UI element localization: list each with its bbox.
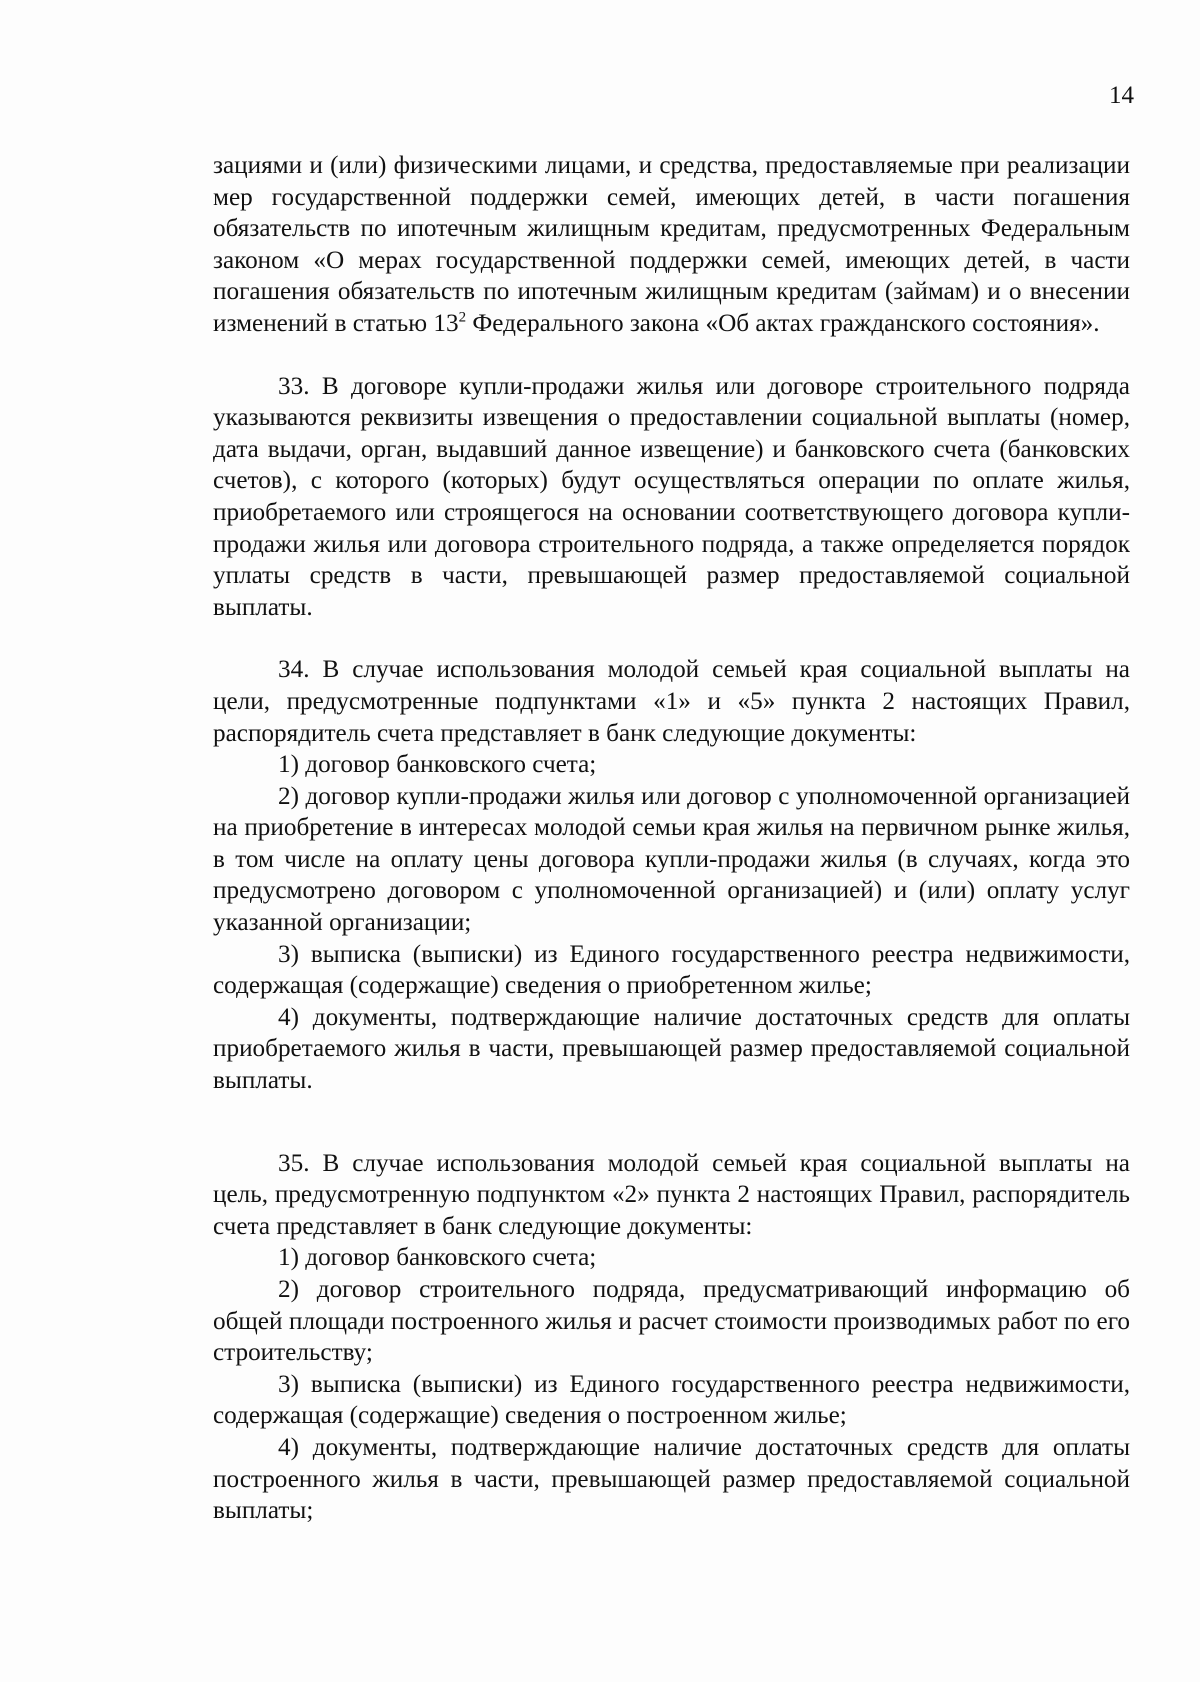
paragraph-33: 33. В договоре купли-продажи жилья или договоре строительного подряда указываются реквизиты извещения о предоставлении социальной выплаты (номер, дата выдачи, орган, выдавший данное извещение) и банковского счета (банковских счетов), с которого (которых) будут осуществляться операции по оплате жилья, приобретаемого или строящегося на основании соответствующего договора купли-продажи жилья или договора строительного подряда, а также определяется порядок уплаты средств в части, превышающей размер предоставляемой социальной выплаты. [213, 372, 1130, 621]
paragraph-35-item-4: 4) документы, подтверждающие наличие достаточных средств для оплаты построенного жилья в части, превышающей размер предоставляемой социальной выплаты; [213, 1433, 1130, 1525]
paragraph-35-item-1: 1) договор банковского счета; [278, 1244, 597, 1272]
paragraph-34: 34. В случае использования молодой семьей края социальной выплаты на цели, предусмотренные подпунктами «1» и «5» пункта 2 настоящих Правил, распорядитель счета представляет в банк следующие документы: [213, 656, 1130, 747]
paragraph-34-item-3: 3) выписка (выписки) из Единого государственного реестра недвижимости, содержащая (содержащие) сведения о приобретенном жилье; [213, 940, 1130, 1000]
page-number: 14 [1109, 82, 1134, 109]
paragraph-34-item-4: 4) документы, подтверждающие наличие достаточных средств для оплаты приобретаемого жилья в части, превышающей размер предоставляемой социальной выплаты. [213, 1003, 1130, 1095]
superscript: 2 [458, 309, 467, 326]
paragraph-35-item-2: 2) договор строительного подряда, предусматривающий информацию об общей площади построенного жилья и расчет стоимости производимых работ по его строительству; [213, 1276, 1130, 1367]
document-body [213, 150, 1130, 1527]
paragraph-35-item-3: 3) выписка (выписки) из Единого государственного реестра недвижимости, содержащая (содержащие) сведения о построенном жилье; [213, 1370, 1130, 1430]
paragraph-35: 35. В случае использования молодой семьей края социальной выплаты на цель, предусмотренную подпунктом «2» пункта 2 настоящих Правил, распорядитель счета представляет в банк следующие документы: [213, 1149, 1130, 1240]
paragraph-34-item-1: 1) договор банковского счета; [278, 751, 597, 779]
paragraph-continuation: зациями и (или) физическими лицами, и средства, предоставляемые при реализации мер государственной поддержки семей, имеющих детей, в части погашения обязательств по ипотечным жилищным кредитам, предусмотренных Федеральным законом «О мерах государственной поддержки семей, имеющих детей, в части погашения обязательств по ипотечным жилищным кредитам (займам) и о внесении изменений в статью $13^2$ Федерального закона «Об актах гражданского состояния». [213, 152, 1130, 337]
paragraph-34-item-2: 2) договор купли-продажи жилья или договор с уполномоченной организацией на приобретение в интересах молодой семьи края жилья на первичном рынке жилья, в том числе на оплату цены договора купли-продажи жилья (в случаях, когда это предусмотрено договором с уполномоченной организацией) и (или) оплату услуг указанной организации; [213, 782, 1130, 937]
